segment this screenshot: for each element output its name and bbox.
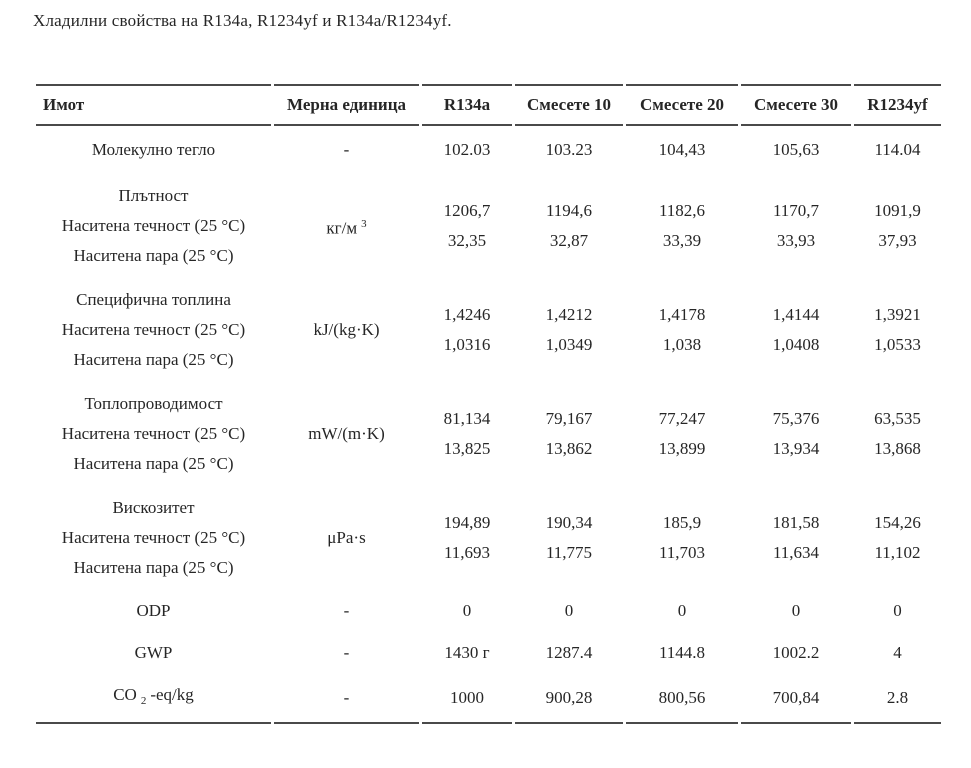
property-cell (36, 382, 271, 486)
table-cell: 154,26 11,102 (874, 513, 921, 562)
table-cell: 4 (893, 643, 902, 662)
vapor-label: Наситена пара (25 °C) (73, 350, 234, 369)
table-cell: 1000 (422, 674, 512, 724)
table-cell: 1,4178 1,038 (658, 305, 706, 354)
table-cell: 1002.2 (772, 643, 820, 662)
row-density (36, 174, 941, 278)
unit-cell: - (274, 674, 419, 724)
co2-label-pre: CO (113, 685, 137, 704)
table-cell: 1206,7 32,35 (443, 201, 491, 250)
col-header-mix20: Смесете 20 (626, 84, 738, 126)
table-cell: 1,4212 1,0349 (545, 305, 593, 354)
col-header-r134a: R134a (422, 84, 512, 126)
row-co2-eq (36, 674, 941, 724)
table-cell: 190,34 11,775 (545, 513, 593, 562)
table-caption: Хладилни свойства на R134a, R1234yf и R134a/R1234yf. (33, 11, 452, 30)
unit-cell: - (343, 643, 350, 662)
col-header-mix10: Смесете 10 (515, 84, 623, 126)
table-cell: 1170,7 33,93 (772, 201, 820, 250)
liquid-label: Наситена течност (25 °C) (61, 528, 246, 547)
unit-superscript: 3 (361, 217, 367, 230)
table-cell: 1430 г (444, 643, 490, 662)
table-cell: 194,89 11,693 (443, 513, 491, 562)
property-cell: GWP (134, 643, 173, 662)
row-odp (36, 590, 941, 632)
property-cell (36, 278, 271, 382)
unit-cell: - (343, 601, 350, 620)
row-viscosity (36, 486, 941, 590)
table-cell: 0 (791, 601, 801, 620)
vapor-label: Наситена пара (25 °C) (73, 454, 234, 473)
col-header-mix30: Смесете 30 (741, 84, 851, 126)
header-row (36, 84, 941, 126)
co2-subscript: 2 (140, 695, 147, 708)
table-cell: 79,167 13,862 (545, 409, 593, 458)
unit-cell: μPa·s (327, 528, 366, 547)
property-cell: ODP (136, 601, 171, 620)
row-specific-heat (36, 278, 941, 382)
co2-label-post: -eq/kg (150, 685, 194, 704)
table-cell: 2.8 (854, 674, 941, 724)
liquid-label: Наситена течност (25 °C) (61, 320, 246, 339)
table-cell: 105,63 (772, 140, 820, 159)
table-cell: 185,9 11,703 (658, 513, 706, 562)
table-cell: 114.04 (874, 140, 921, 159)
vapor-label: Наситена пара (25 °C) (73, 558, 234, 577)
table-cell: 1,3921 1,0533 (874, 305, 921, 354)
property-group-name: Специфична топлина (76, 290, 231, 309)
table-cell: 0 (564, 601, 574, 620)
property-group-name: Топлопроводимост (84, 394, 223, 413)
unit-cell: mW/(m·K) (308, 424, 385, 443)
table-cell: 0 (893, 601, 902, 620)
table-cell: 103.23 (545, 140, 593, 159)
property-cell (36, 674, 271, 724)
property-cell (36, 486, 271, 590)
unit-cell: - (343, 140, 350, 159)
table-cell: 0 (462, 601, 472, 620)
table-cell: 1091,9 37,93 (874, 201, 921, 250)
table-cell: 700,84 (741, 674, 851, 724)
table-cell: 900,28 (515, 674, 623, 724)
refrigerant-properties-table (33, 84, 944, 724)
table-cell: 77,247 13,899 (658, 409, 706, 458)
property-cell (36, 174, 271, 278)
liquid-label: Наситена течност (25 °C) (61, 216, 246, 235)
table-cell: 1,4246 1,0316 (443, 305, 491, 354)
table-cell: 0 (677, 601, 687, 620)
property-cell: Молекулно тегло (91, 140, 216, 159)
table-cell: 1,4144 1,0408 (772, 305, 820, 354)
col-header-property: Имот (36, 84, 271, 126)
table-cell: 75,376 13,934 (772, 409, 820, 458)
col-header-r1234yf: R1234yf (854, 84, 941, 126)
vapor-label: Наситена пара (25 °C) (73, 246, 234, 265)
table-cell: 63,535 13,868 (874, 409, 921, 458)
table-cell: 104,43 (658, 140, 706, 159)
row-molecular-weight (36, 126, 941, 174)
table-cell: 1194,6 32,87 (545, 201, 593, 250)
table-cell: 800,56 (626, 674, 738, 724)
unit-cell (274, 174, 419, 278)
unit-cell: kJ/(kg·K) (313, 320, 380, 339)
table-cell: 181,58 11,634 (772, 513, 820, 562)
col-header-unit: Мерна единица (274, 84, 419, 126)
table-cell: 81,134 13,825 (443, 409, 491, 458)
table-cell: 102.03 (443, 140, 491, 159)
table-cell: 1182,6 33,39 (658, 201, 706, 250)
table-cell: 1287.4 (545, 643, 593, 662)
unit-base: кг/м (326, 218, 358, 238)
row-gwp (36, 632, 941, 674)
liquid-label: Наситена течност (25 °C) (61, 424, 246, 443)
row-thermal-conductivity (36, 382, 941, 486)
table-cell: 1144.8 (658, 643, 706, 662)
property-group-name: Вискозитет (112, 498, 195, 517)
property-group-name: Плътност (118, 186, 189, 205)
